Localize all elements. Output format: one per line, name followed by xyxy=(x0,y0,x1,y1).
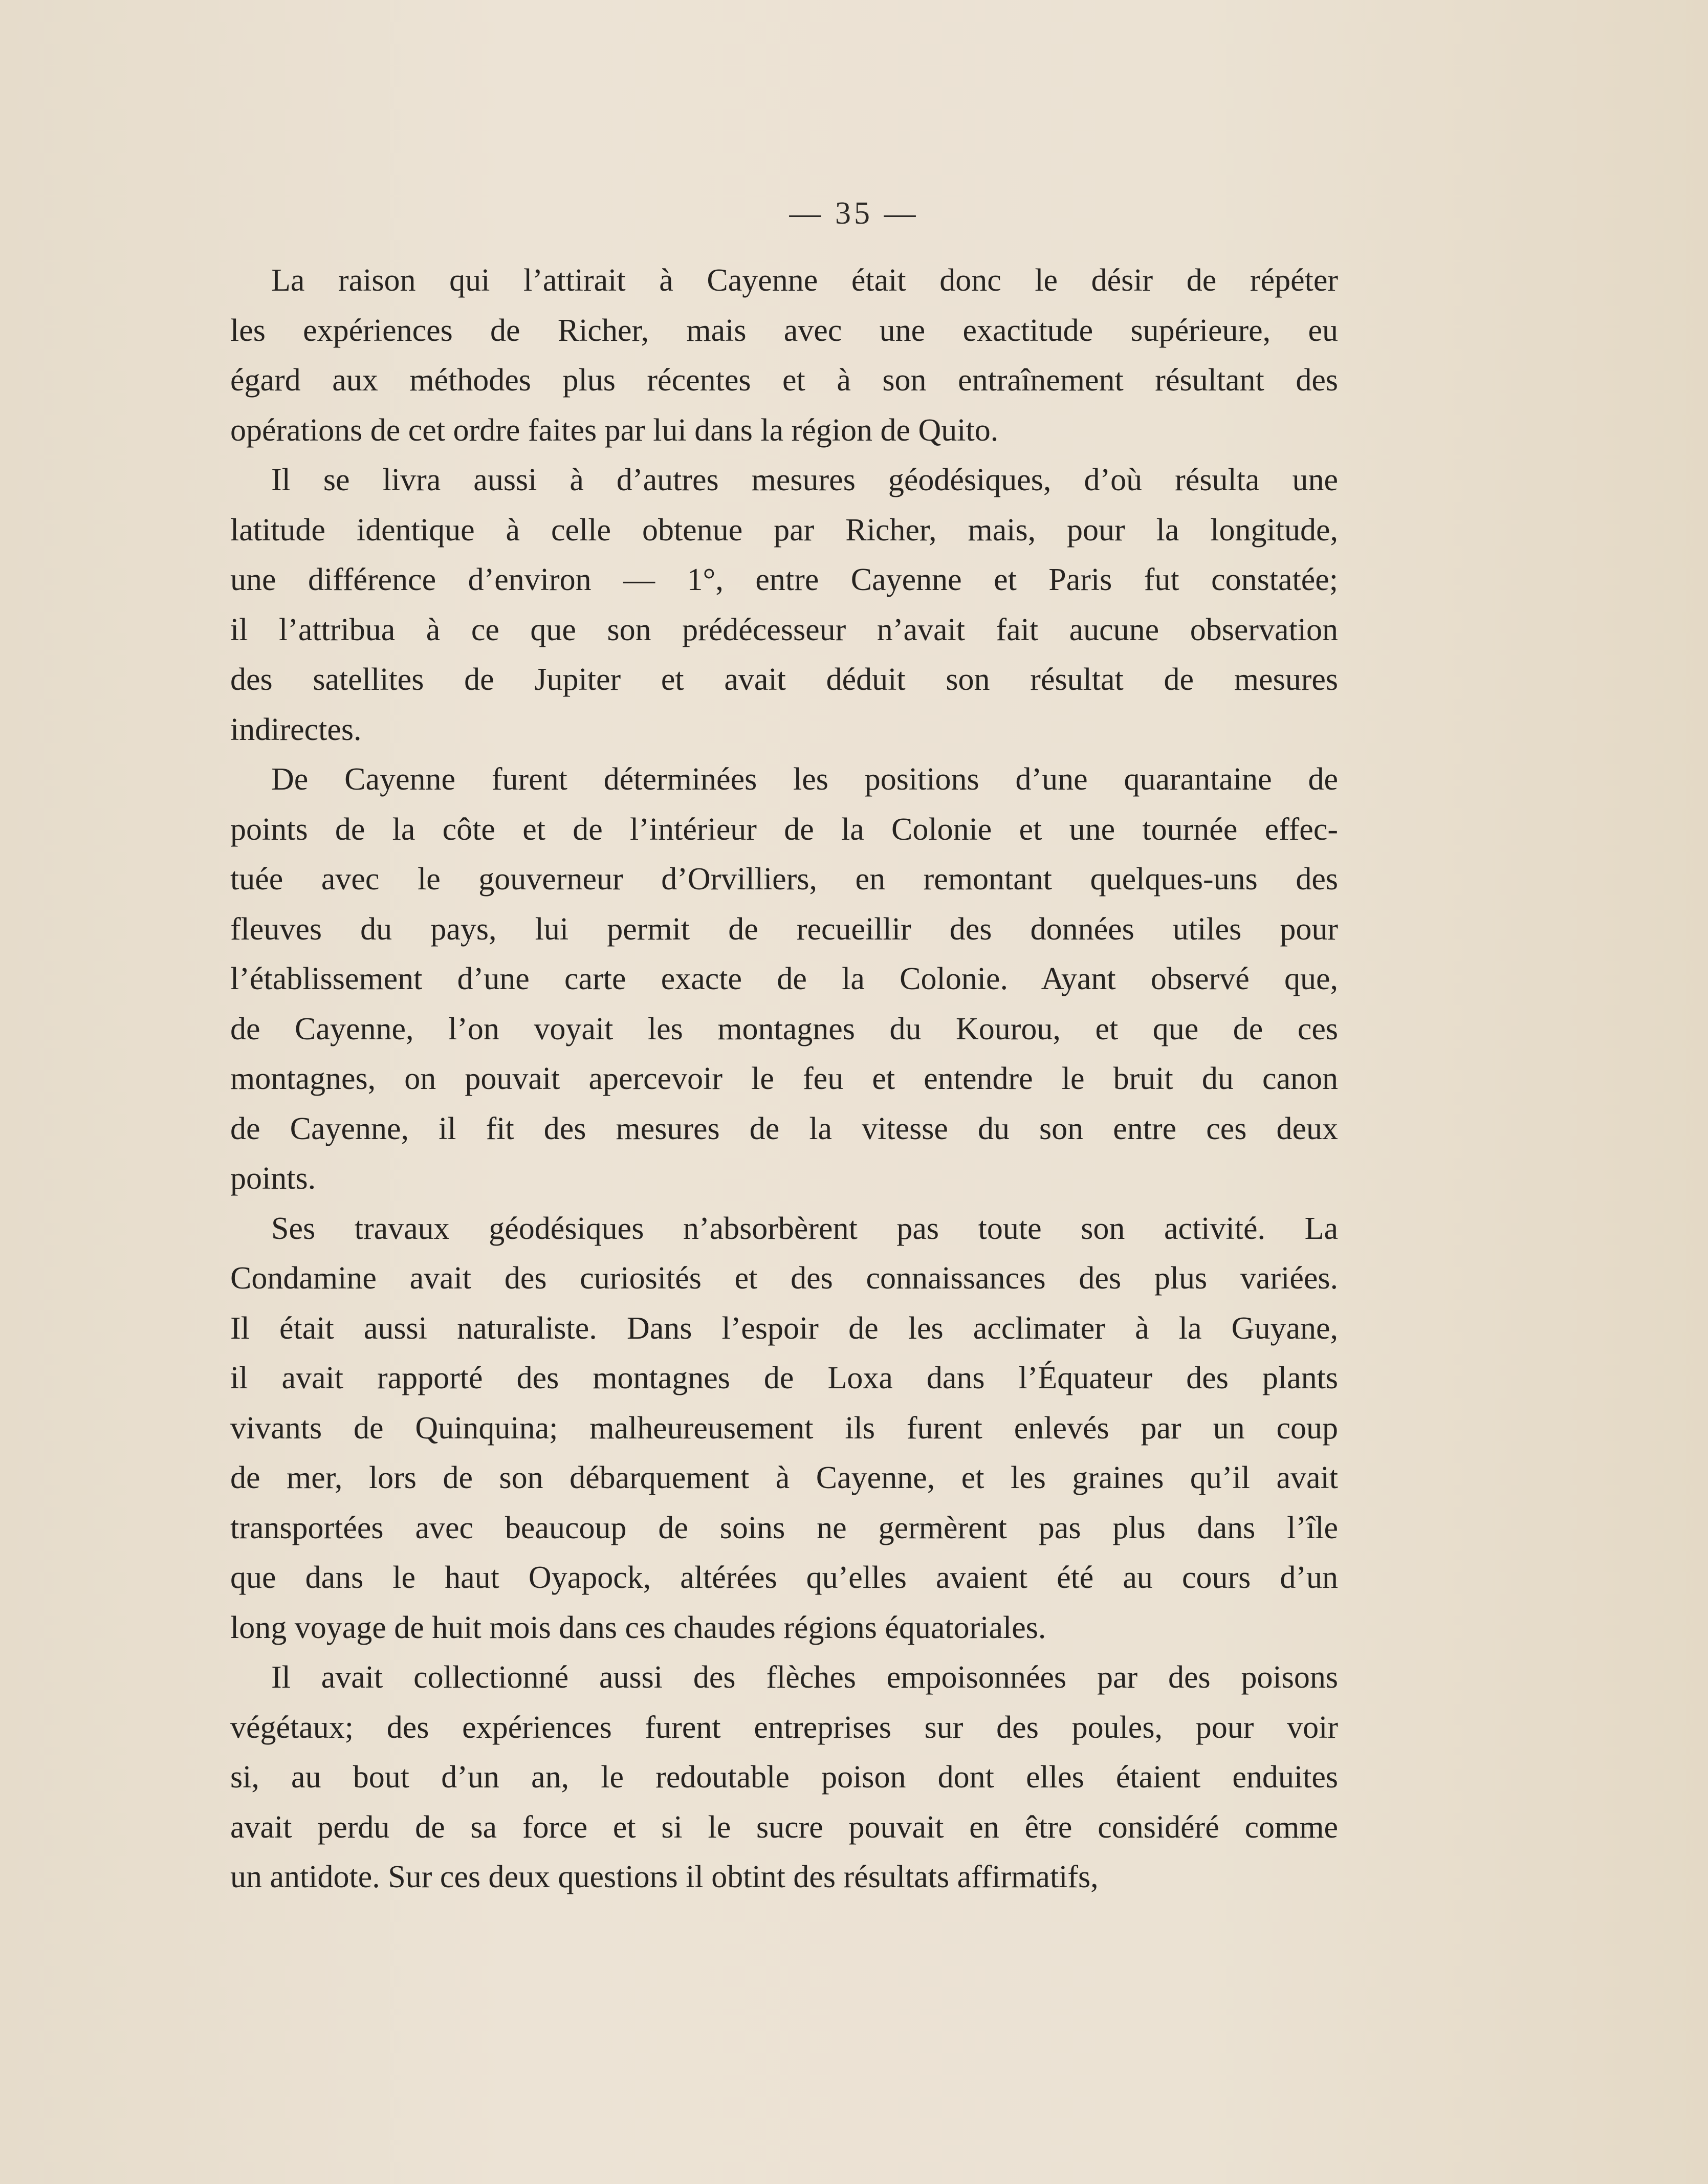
text-line: si, au bout d’un an, le redoutable poison dont elles étaient enduites xyxy=(230,1760,1338,1795)
text-line: opérations de cet ordre faites par lui dans la région de Quito. xyxy=(230,412,999,448)
text-line: Il était aussi naturaliste. Dans l’espoir de les acclimater à la Guyane, xyxy=(230,1311,1338,1346)
text-line: fleuves du pays, lui permit de recueillir des données utiles pour xyxy=(230,911,1338,947)
page-number: — 35 — xyxy=(789,196,919,231)
text-line: indirectes. xyxy=(230,712,362,747)
text-line: il l’attribua à ce que son prédécesseur n’avait fait aucune observation xyxy=(230,612,1338,647)
text-line: long voyage de huit mois dans ces chaudes régions équatoriales. xyxy=(230,1610,1046,1645)
text-line: transportées avec beaucoup de soins ne germèrent pas plus dans l’île xyxy=(230,1510,1338,1545)
text-line: les expériences de Richer, mais avec une exactitude supérieure, eu xyxy=(230,313,1338,348)
text-line: Il se livra aussi à d’autres mesures géodésiques, d’où résulta une xyxy=(271,463,1338,497)
text-line: points de la côte et de l’intérieur de la Colonie et une tournée effec- xyxy=(230,812,1338,847)
text-line: que dans le haut Oyapock, altérées qu’elles avaient été au cours d’un xyxy=(230,1560,1338,1595)
text-line: une différence d’environ — 1°, entre Cayenne et Paris fut constatée; xyxy=(230,562,1338,597)
paragraph xyxy=(230,1653,1338,1903)
paragraph xyxy=(230,256,1338,455)
text-line: De Cayenne furent déterminées les positions d’une quarantaine de xyxy=(271,762,1338,797)
text-line: de Cayenne, l’on voyait les montagnes du Kourou, et que de ces xyxy=(230,1011,1338,1046)
text-line: Il avait collectionné aussi des flèches empoisonnées par des poisons xyxy=(271,1660,1338,1695)
text-line: points. xyxy=(230,1161,316,1196)
text-line: avait perdu de sa force et si le sucre pouvait en être considéré comme xyxy=(230,1809,1338,1845)
paragraph xyxy=(230,455,1338,755)
text-line: de mer, lors de son débarquement à Cayenne, et les graines qu’il avait xyxy=(230,1460,1338,1495)
body-text xyxy=(230,256,1338,1903)
text-line: un antidote. Sur ces deux questions il obtint des résultats affirmatifs, xyxy=(230,1860,1099,1894)
text-line: il avait rapporté des montagnes de Loxa dans l’Équateur des plants xyxy=(230,1361,1338,1395)
paragraph xyxy=(230,755,1338,1204)
text-line: vivants de Quinquina; malheureusement ils furent enlevés par un coup xyxy=(230,1410,1338,1446)
text-line: végétaux; des expériences furent entreprises sur des poules, pour voir xyxy=(230,1710,1338,1745)
text-line: latitude identique à celle obtenue par Richer, mais, pour la longitude, xyxy=(230,512,1338,548)
paragraph xyxy=(230,1204,1338,1653)
text-line: tuée avec le gouverneur d’Orvilliers, en remontant quelques-uns des xyxy=(230,862,1338,897)
text-line: de Cayenne, il fit des mesures de la vitesse du son entre ces deux xyxy=(230,1111,1338,1146)
text-line: montagnes, on pouvait apercevoir le feu et entendre le bruit du canon xyxy=(230,1061,1338,1096)
text-line: égard aux méthodes plus récentes et à son entraînement résultant des xyxy=(230,363,1338,398)
text-line: Condamine avait des curiosités et des connaissances des plus variées. xyxy=(230,1261,1338,1296)
text-line: des satellites de Jupiter et avait déduit son résultat de mesures xyxy=(230,662,1338,697)
text-line: La raison qui l’attirait à Cayenne était donc le désir de répéter xyxy=(271,263,1338,298)
text-line: Ses travaux géodésiques n’absorbèrent pas toute son activité. La xyxy=(271,1211,1338,1246)
text-line: l’établissement d’une carte exacte de la Colonie. Ayant observé que, xyxy=(230,962,1338,996)
